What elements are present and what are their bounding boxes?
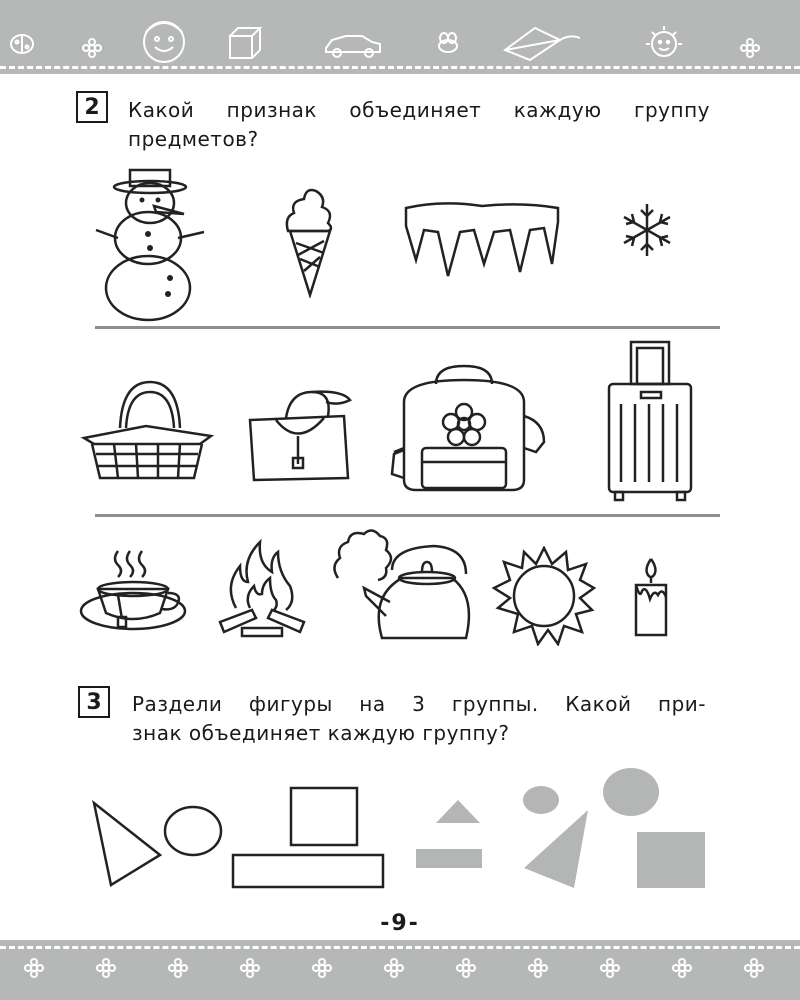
candle-icon <box>628 555 674 640</box>
task-number-label: 2 <box>84 94 100 120</box>
flower-icon <box>313 959 331 977</box>
top-decorative-band <box>0 0 800 74</box>
flower-icon <box>673 959 691 977</box>
task-number-label: 3 <box>86 689 102 715</box>
kite-icon <box>505 28 580 60</box>
task-3-question <box>132 690 706 748</box>
ice-cream-icon <box>280 183 340 298</box>
flower-icon <box>83 39 101 57</box>
flower-icon <box>97 959 115 977</box>
group-divider <box>95 514 720 517</box>
task-2-line-1: Какой признак объединяет каждую группу <box>128 98 710 122</box>
flower-icon <box>601 959 619 977</box>
flower-icon <box>529 959 547 977</box>
bottom-flowers <box>0 940 800 1000</box>
task-3-line-2: знак объединяет каждую группу? <box>132 721 510 745</box>
basket-icon <box>80 378 215 488</box>
outline-circle <box>165 807 221 855</box>
kettle-icon <box>330 522 480 642</box>
handbag-icon <box>246 388 358 483</box>
top-doodles <box>0 0 800 66</box>
filled-small-rectangle <box>416 849 482 868</box>
filled-triangle <box>524 810 588 888</box>
car-icon <box>326 36 380 57</box>
suitcase-icon <box>605 338 695 503</box>
page-number: -9- <box>380 911 420 936</box>
flower-icon <box>741 39 759 57</box>
icicles-icon <box>402 200 562 280</box>
sun-icon <box>492 546 596 646</box>
task-2-line-2: предметов? <box>128 127 259 151</box>
flower-icon <box>25 959 43 977</box>
bottom-decorative-band <box>0 940 800 1000</box>
task-number-3 <box>78 686 110 718</box>
campfire-icon <box>212 538 312 638</box>
outline-triangle <box>94 803 160 885</box>
snowman-icon <box>88 160 213 325</box>
backpack-icon <box>384 362 552 494</box>
filled-small-circle <box>523 786 559 814</box>
flower-icon <box>241 959 259 977</box>
flower-icon <box>745 959 763 977</box>
outline-square <box>291 788 357 845</box>
task-3-line-1: Раздели фигуры на 3 группы. Какой при- <box>132 692 706 716</box>
flower-icon <box>169 959 187 977</box>
outline-rectangle <box>233 855 383 887</box>
sun-face-icon <box>646 26 682 56</box>
task-number-2 <box>76 91 108 123</box>
filled-square <box>637 832 705 888</box>
toy-block-icon <box>230 28 260 58</box>
ladybug-icon <box>11 35 33 53</box>
filled-small-triangle <box>436 800 480 823</box>
boy-face-icon <box>144 22 184 62</box>
group-divider <box>95 326 720 329</box>
dashed-border <box>0 66 800 69</box>
bee-icon <box>439 33 457 52</box>
filled-circle <box>603 768 659 816</box>
snowflake-icon <box>612 200 682 260</box>
teacup-icon <box>78 545 193 635</box>
flower-icon <box>457 959 475 977</box>
shapes-area <box>0 760 800 900</box>
flower-icon <box>385 959 403 977</box>
task-2-question <box>128 96 710 154</box>
